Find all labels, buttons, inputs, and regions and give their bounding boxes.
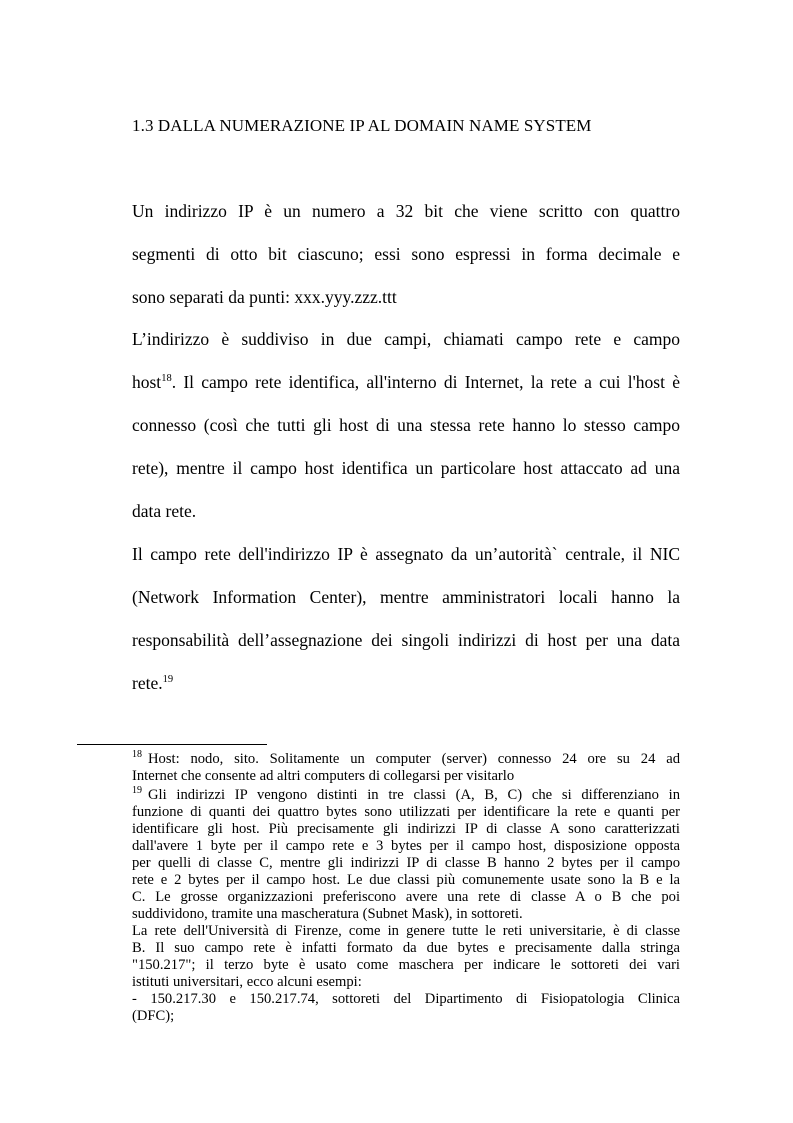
footnote-line: dall'avere 1 byte per il campo rete e 3 bytes per il campo host, disposizione opposta — [132, 838, 680, 854]
footnote-line: "150.217"; il terzo byte è usato come maschera per indicare le sottoreti dei vari — [132, 957, 680, 973]
footnote-line: identificare gli host. Più precisamente gli indirizzi IP di classe A sono caratterizzati — [132, 821, 680, 837]
body-line: L’indirizzo è suddiviso in due campi, chiamati campo rete e campo — [132, 329, 680, 349]
body-line: Un indirizzo IP è un numero a 32 bit che viene scritto con quattro — [132, 201, 680, 221]
body-line: responsabilità dell’assegnazione dei singoli indirizzi di host per una data — [132, 630, 680, 650]
footnote-separator — [77, 744, 267, 745]
footnote-line: rete e 2 bytes per il campo host. Le due classi più comunemente usate sono la B e la — [132, 872, 680, 888]
footnote-text: Host: nodo, sito. Solitamente un computer (server) connesso 24 ore su 24 ad — [148, 751, 680, 767]
footnote-line — [132, 751, 680, 768]
footnote-line: per quelli di classe C, mentre gli indirizzi IP di classe B hanno 2 bytes per il campo — [132, 855, 680, 871]
body-line: sono separati da punti: xxx.yyy.zzz.ttt — [132, 287, 397, 307]
footnote-line: istituti universitari, ecco alcuni esempi: — [132, 974, 362, 990]
footnote-number: 18 — [132, 749, 142, 760]
body-line: Il campo rete dell'indirizzo IP è assegnato da un’autorità` centrale, il NIC — [132, 544, 680, 564]
body-line: connesso (così che tutti gli host di una stessa rete hanno lo stesso campo — [132, 415, 680, 435]
footnote-line — [132, 787, 680, 804]
footnote-text: Gli indirizzi IP vengono distinti in tre classi (A, B, C) che si differenziano in — [148, 787, 680, 803]
body-text: . Il campo rete identifica, all'interno di Internet, la rete a cui l'host è — [171, 372, 680, 392]
footnote-line: funzione di quanti dei quattro bytes sono utilizzati per identificare la rete e quanti per — [132, 804, 680, 820]
body-line — [132, 672, 680, 694]
footnote-line: B. Il suo campo rete è infatti formato da due bytes e precisamente dalla stringa — [132, 940, 680, 956]
section-heading: 1.3 DALLA NUMERAZIONE IP AL DOMAIN NAME SYSTEM — [132, 116, 592, 135]
body-line: data rete. — [132, 501, 197, 521]
footnote-line: suddividono, tramite una mascheratura (Subnet Mask), in sottoreti. — [132, 906, 523, 922]
footnote-line: - 150.217.30 e 150.217.74, sottoreti del Dipartimento di Fisiopatologia Clinica — [132, 991, 680, 1007]
body-line — [132, 371, 680, 393]
footnote-line: Internet che consente ad altri computers di collegarsi per visitarlo — [132, 768, 515, 784]
body-line: (Network Information Center), mentre amministratori locali hanno la — [132, 587, 680, 607]
body-line: rete), mentre il campo host identifica un particolare host attaccato ad una — [132, 458, 680, 478]
body-line: segmenti di otto bit ciascuno; essi sono espressi in forma decimale e — [132, 244, 680, 264]
body-text: rete. — [132, 673, 163, 693]
footnote-ref-19[interactable]: 19 — [162, 674, 174, 685]
body-text: host — [132, 372, 162, 392]
footnote-ref-18[interactable]: 18 — [161, 373, 172, 384]
footnote-number: 19 — [132, 785, 142, 796]
footnote-line: La rete dell'Università di Firenze, come in genere tutte le reti universitarie, è di classe — [132, 923, 680, 939]
footnote-line: (DFC); — [132, 1008, 175, 1024]
footnote-line: C. Le grosse organizzazioni preferiscono avere una rete di classe A o B che poi — [132, 889, 680, 905]
